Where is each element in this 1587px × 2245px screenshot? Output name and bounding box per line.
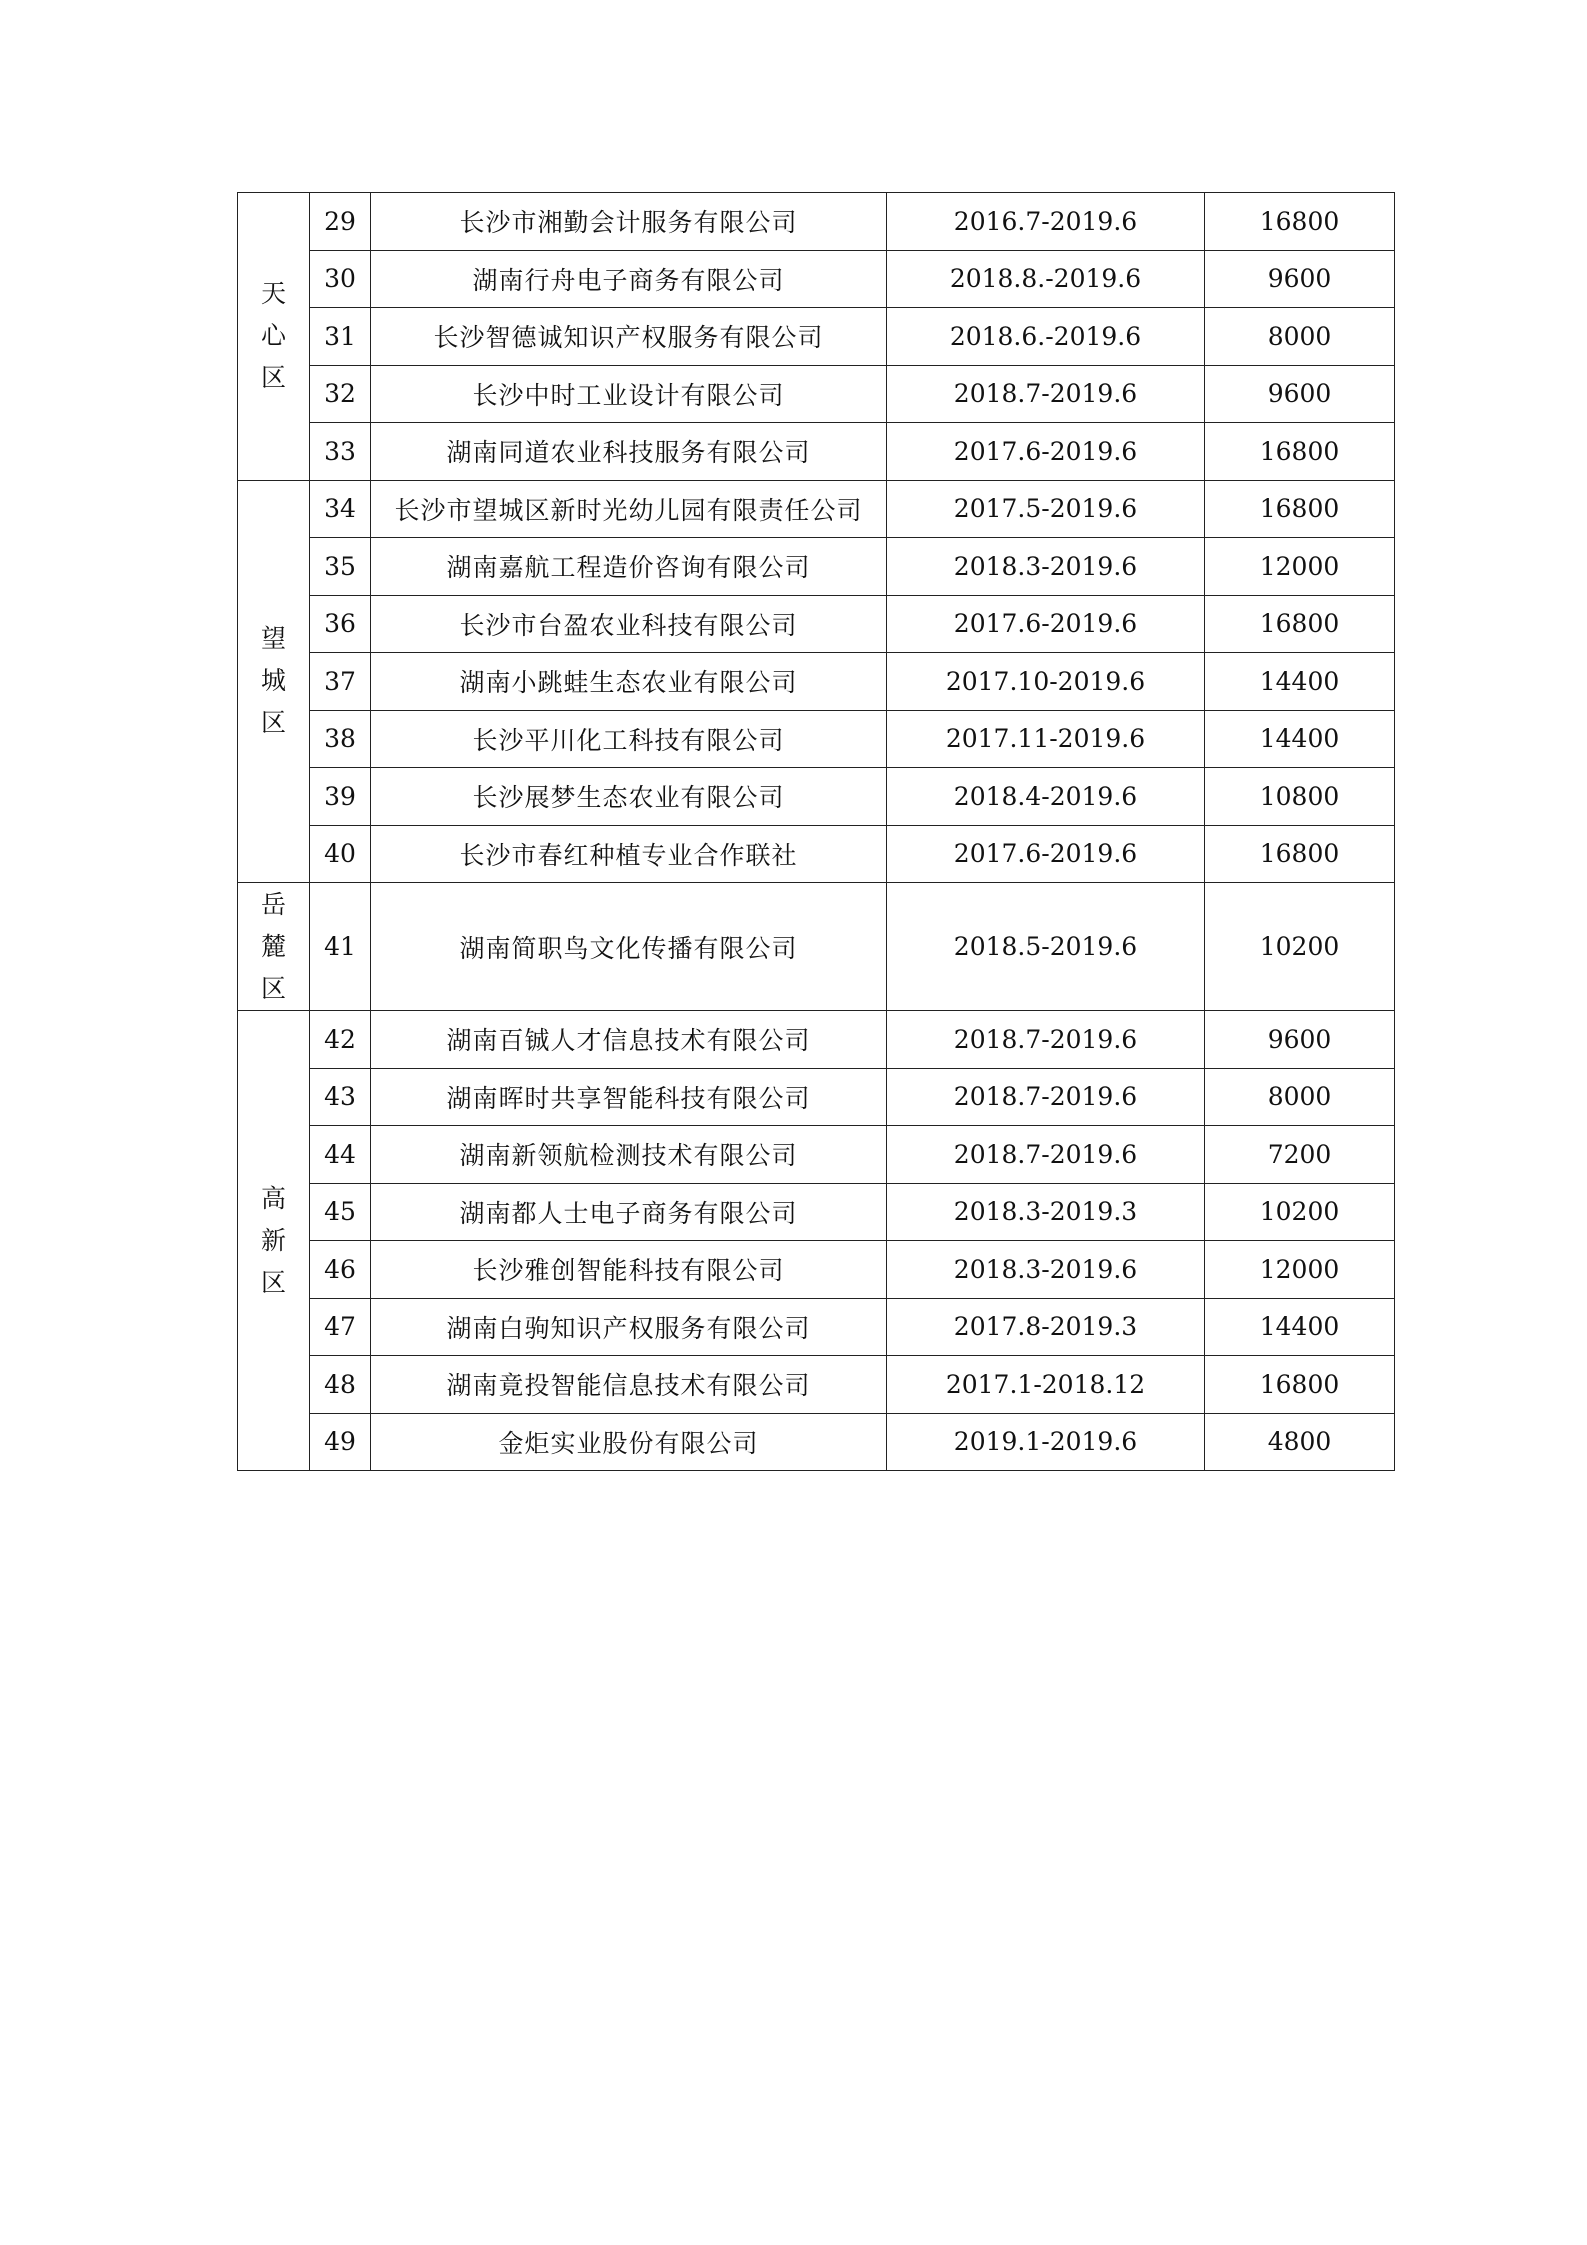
company-name: 湖南行舟电子商务有限公司 [371,250,887,308]
company-name: 湖南白驹知识产权服务有限公司 [371,1298,887,1356]
amount: 12000 [1205,1241,1395,1299]
company-name: 湖南简职鸟文化传播有限公司 [371,883,887,1011]
subsidy-table [237,192,1395,1471]
amount: 16800 [1205,1356,1395,1414]
district-char: 岳 [260,889,286,919]
table-row [238,595,1395,653]
table-row [238,538,1395,596]
amount: 9600 [1205,1011,1395,1069]
amount: 14400 [1205,710,1395,768]
table-row [238,365,1395,423]
company-name: 长沙雅创智能科技有限公司 [371,1241,887,1299]
period: 2017.1-2018.12 [887,1356,1205,1414]
table-row [238,1126,1395,1184]
period: 2017.6-2019.6 [887,595,1205,653]
district-char: 区 [260,363,286,393]
amount: 9600 [1205,365,1395,423]
period: 2018.7-2019.6 [887,365,1205,423]
row-number: 32 [310,365,371,423]
row-number: 34 [310,480,371,538]
period: 2018.4-2019.6 [887,768,1205,826]
row-number: 30 [310,250,371,308]
row-number: 42 [310,1011,371,1069]
table-row [238,308,1395,366]
district-cell [238,1011,310,1471]
period: 2018.7-2019.6 [887,1011,1205,1069]
table-row [238,193,1395,251]
table-row [238,1068,1395,1126]
row-number: 33 [310,423,371,481]
period: 2017.6-2019.6 [887,423,1205,481]
table-row [238,480,1395,538]
period: 2018.3-2019.6 [887,1241,1205,1299]
row-number: 40 [310,825,371,883]
company-name: 长沙市台盈农业科技有限公司 [371,595,887,653]
district-char: 望 [260,624,286,654]
table-row [238,1413,1395,1471]
period: 2018.8.-2019.6 [887,250,1205,308]
district-char: 心 [260,321,286,351]
amount: 10200 [1205,883,1395,1011]
company-name: 长沙展梦生态农业有限公司 [371,768,887,826]
table-row [238,1356,1395,1414]
row-number: 38 [310,710,371,768]
company-name: 湖南晖时共享智能科技有限公司 [371,1068,887,1126]
period: 2017.5-2019.6 [887,480,1205,538]
company-name: 长沙智德诚知识产权服务有限公司 [371,308,887,366]
amount: 16800 [1205,480,1395,538]
table-row [238,250,1395,308]
period: 2018.3-2019.6 [887,538,1205,596]
amount: 16800 [1205,595,1395,653]
table-row [238,825,1395,883]
amount: 4800 [1205,1413,1395,1471]
table-row [238,768,1395,826]
district-char: 麓 [260,931,286,961]
amount: 12000 [1205,538,1395,596]
company-name: 湖南都人士电子商务有限公司 [371,1183,887,1241]
company-name: 长沙市湘勤会计服务有限公司 [371,193,887,251]
district-char: 区 [260,1267,286,1297]
amount: 14400 [1205,1298,1395,1356]
company-name: 湖南小跳蛙生态农业有限公司 [371,653,887,711]
district-char: 城 [260,666,286,696]
row-number: 35 [310,538,371,596]
company-name: 金炬实业股份有限公司 [371,1413,887,1471]
amount: 10200 [1205,1183,1395,1241]
district-cell [238,883,310,1011]
company-name: 湖南百铖人才信息技术有限公司 [371,1011,887,1069]
table-row [238,423,1395,481]
district-char: 新 [260,1225,286,1255]
amount: 16800 [1205,193,1395,251]
district-cell [238,193,310,481]
district-cell [238,480,310,883]
period: 2017.8-2019.3 [887,1298,1205,1356]
amount: 14400 [1205,653,1395,711]
table-row [238,653,1395,711]
company-name: 湖南新领航检测技术有限公司 [371,1126,887,1184]
district-char: 区 [260,973,286,1003]
row-number: 36 [310,595,371,653]
period: 2017.6-2019.6 [887,825,1205,883]
row-number: 49 [310,1413,371,1471]
district-char: 区 [260,708,286,738]
amount: 16800 [1205,423,1395,481]
district-char: 天 [260,279,286,309]
company-name: 湖南竟投智能信息技术有限公司 [371,1356,887,1414]
period: 2018.6.-2019.6 [887,308,1205,366]
amount: 8000 [1205,308,1395,366]
company-name: 湖南同道农业科技服务有限公司 [371,423,887,481]
amount: 7200 [1205,1126,1395,1184]
period: 2017.10-2019.6 [887,653,1205,711]
company-name: 湖南嘉航工程造价咨询有限公司 [371,538,887,596]
row-number: 29 [310,193,371,251]
period: 2017.11-2019.6 [887,710,1205,768]
row-number: 37 [310,653,371,711]
row-number: 48 [310,1356,371,1414]
row-number: 47 [310,1298,371,1356]
table-body [238,193,1395,1471]
period: 2018.3-2019.3 [887,1183,1205,1241]
table-row [238,710,1395,768]
row-number: 31 [310,308,371,366]
period: 2019.1-2019.6 [887,1413,1205,1471]
period: 2018.7-2019.6 [887,1068,1205,1126]
company-name: 长沙市望城区新时光幼儿园有限责任公司 [371,480,887,538]
amount: 9600 [1205,250,1395,308]
amount: 16800 [1205,825,1395,883]
district-char: 高 [260,1183,286,1213]
row-number: 46 [310,1241,371,1299]
table-row [238,1011,1395,1069]
company-name: 长沙平川化工科技有限公司 [371,710,887,768]
table-row [238,1183,1395,1241]
row-number: 44 [310,1126,371,1184]
table-row [238,1298,1395,1356]
amount: 8000 [1205,1068,1395,1126]
row-number: 43 [310,1068,371,1126]
row-number: 39 [310,768,371,826]
table-row [238,1241,1395,1299]
period: 2016.7-2019.6 [887,193,1205,251]
company-name: 长沙市春红种植专业合作联社 [371,825,887,883]
table-row [238,883,1395,1011]
company-name: 长沙中时工业设计有限公司 [371,365,887,423]
period: 2018.7-2019.6 [887,1126,1205,1184]
row-number: 45 [310,1183,371,1241]
row-number: 41 [310,883,371,1011]
period: 2018.5-2019.6 [887,883,1205,1011]
amount: 10800 [1205,768,1395,826]
